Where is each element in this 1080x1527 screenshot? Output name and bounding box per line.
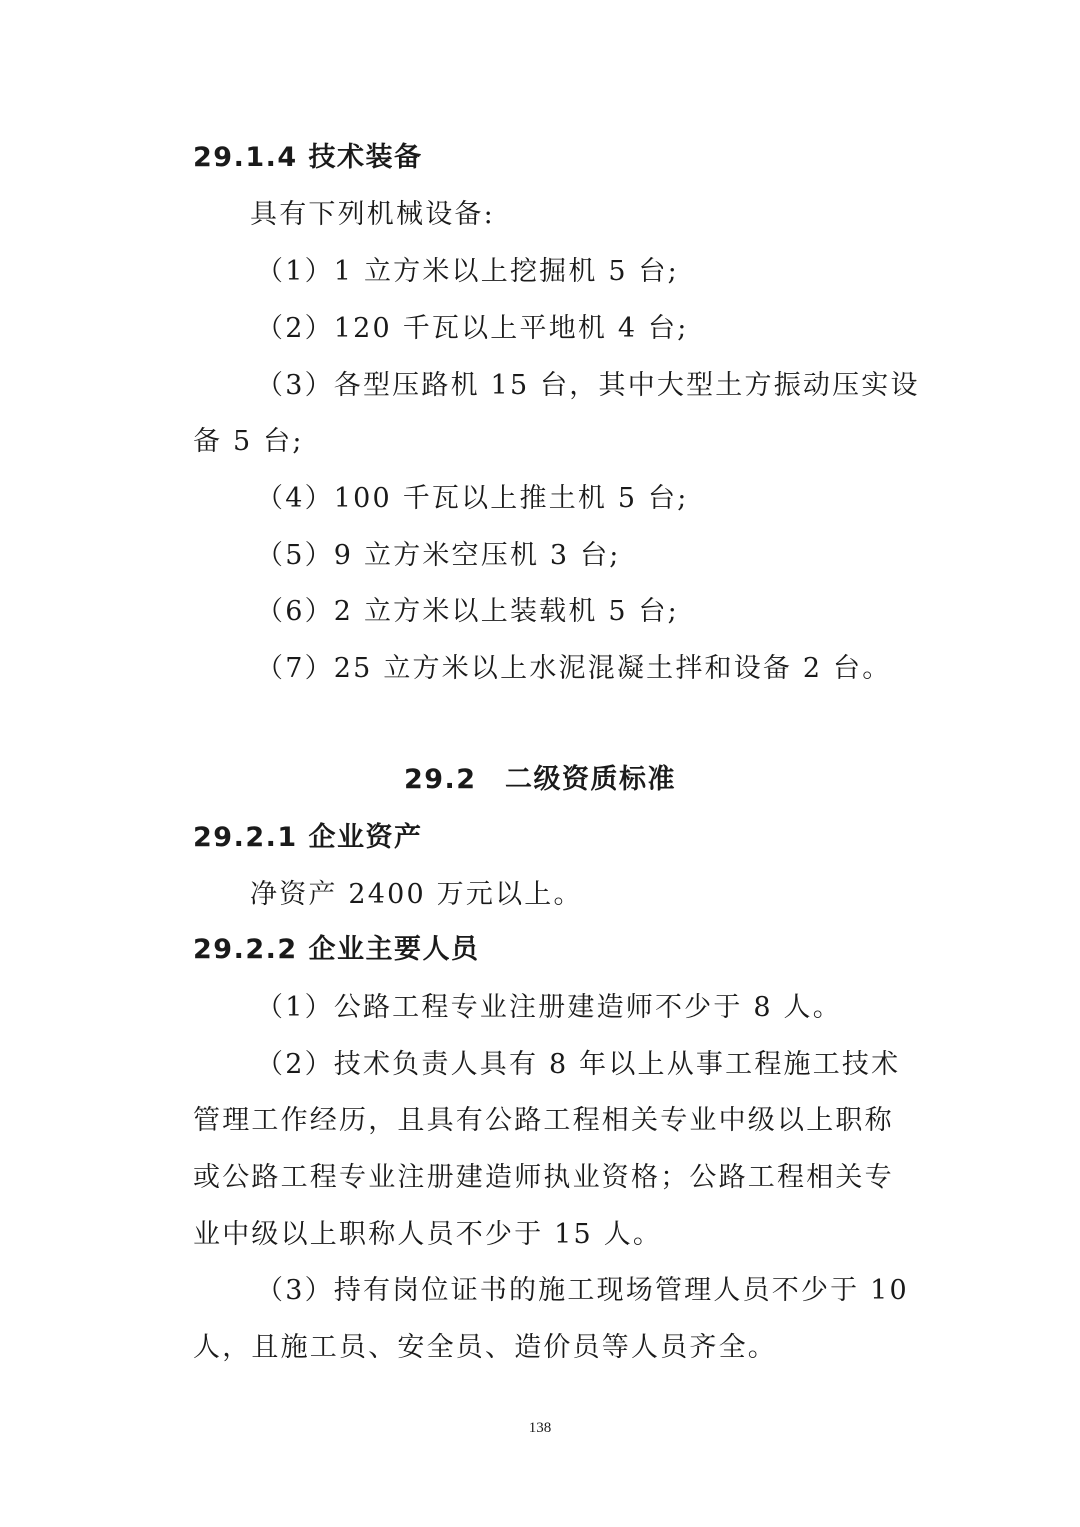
section-heading-29-2: 29.2 二级资质标准	[403, 764, 677, 795]
net-assets-text: 净资产 2400 万元以上。	[250, 879, 583, 910]
equipment-intro: 具有下列机械设备:	[250, 199, 495, 230]
page-number: 138	[528, 1420, 552, 1436]
section-heading-29-2-1: 29.2.1 企业资产	[193, 822, 423, 853]
personnel-line-7: 人，且施工员、安全员、造价员等人员齐全。	[193, 1332, 777, 1363]
personnel-line-6: （3）持有岗位证书的施工现场管理人员不少于 10	[256, 1275, 909, 1306]
equipment-item-3: （3）各型压路机 15 台，其中大型土方振动压实设	[256, 370, 920, 401]
section-heading-29-2-2: 29.2.2 企业主要人员	[193, 934, 480, 965]
equipment-item-6: （6）2 立方米以上装载机 5 台;	[256, 596, 679, 627]
equipment-item-1: （1）1 立方米以上挖掘机 5 台;	[256, 256, 679, 287]
personnel-line-5: 业中级以上职称人员不少于 15 人。	[193, 1219, 663, 1250]
equipment-item-2: （2）120 千瓦以上平地机 4 台;	[256, 313, 689, 344]
personnel-line-2: （2）技术负责人具有 8 年以上从事工程施工技术	[256, 1049, 901, 1080]
equipment-item-3-cont: 备 5 台;	[193, 426, 304, 457]
personnel-line-4: 或公路工程专业注册建造师执业资格；公路工程相关专	[193, 1162, 894, 1193]
equipment-item-4: （4）100 千瓦以上推土机 5 台;	[256, 483, 689, 514]
personnel-line-1: （1）公路工程专业注册建造师不少于 8 人。	[256, 992, 842, 1023]
equipment-item-5: （5）9 立方米空压机 3 台;	[256, 540, 621, 571]
personnel-line-3: 管理工作经历，且具有公路工程相关专业中级以上职称	[193, 1105, 894, 1136]
equipment-item-7: （7）25 立方米以上水泥混凝土拌和设备 2 台。	[256, 653, 892, 684]
section-heading-29-1-4: 29.1.4 技术装备	[193, 142, 423, 173]
